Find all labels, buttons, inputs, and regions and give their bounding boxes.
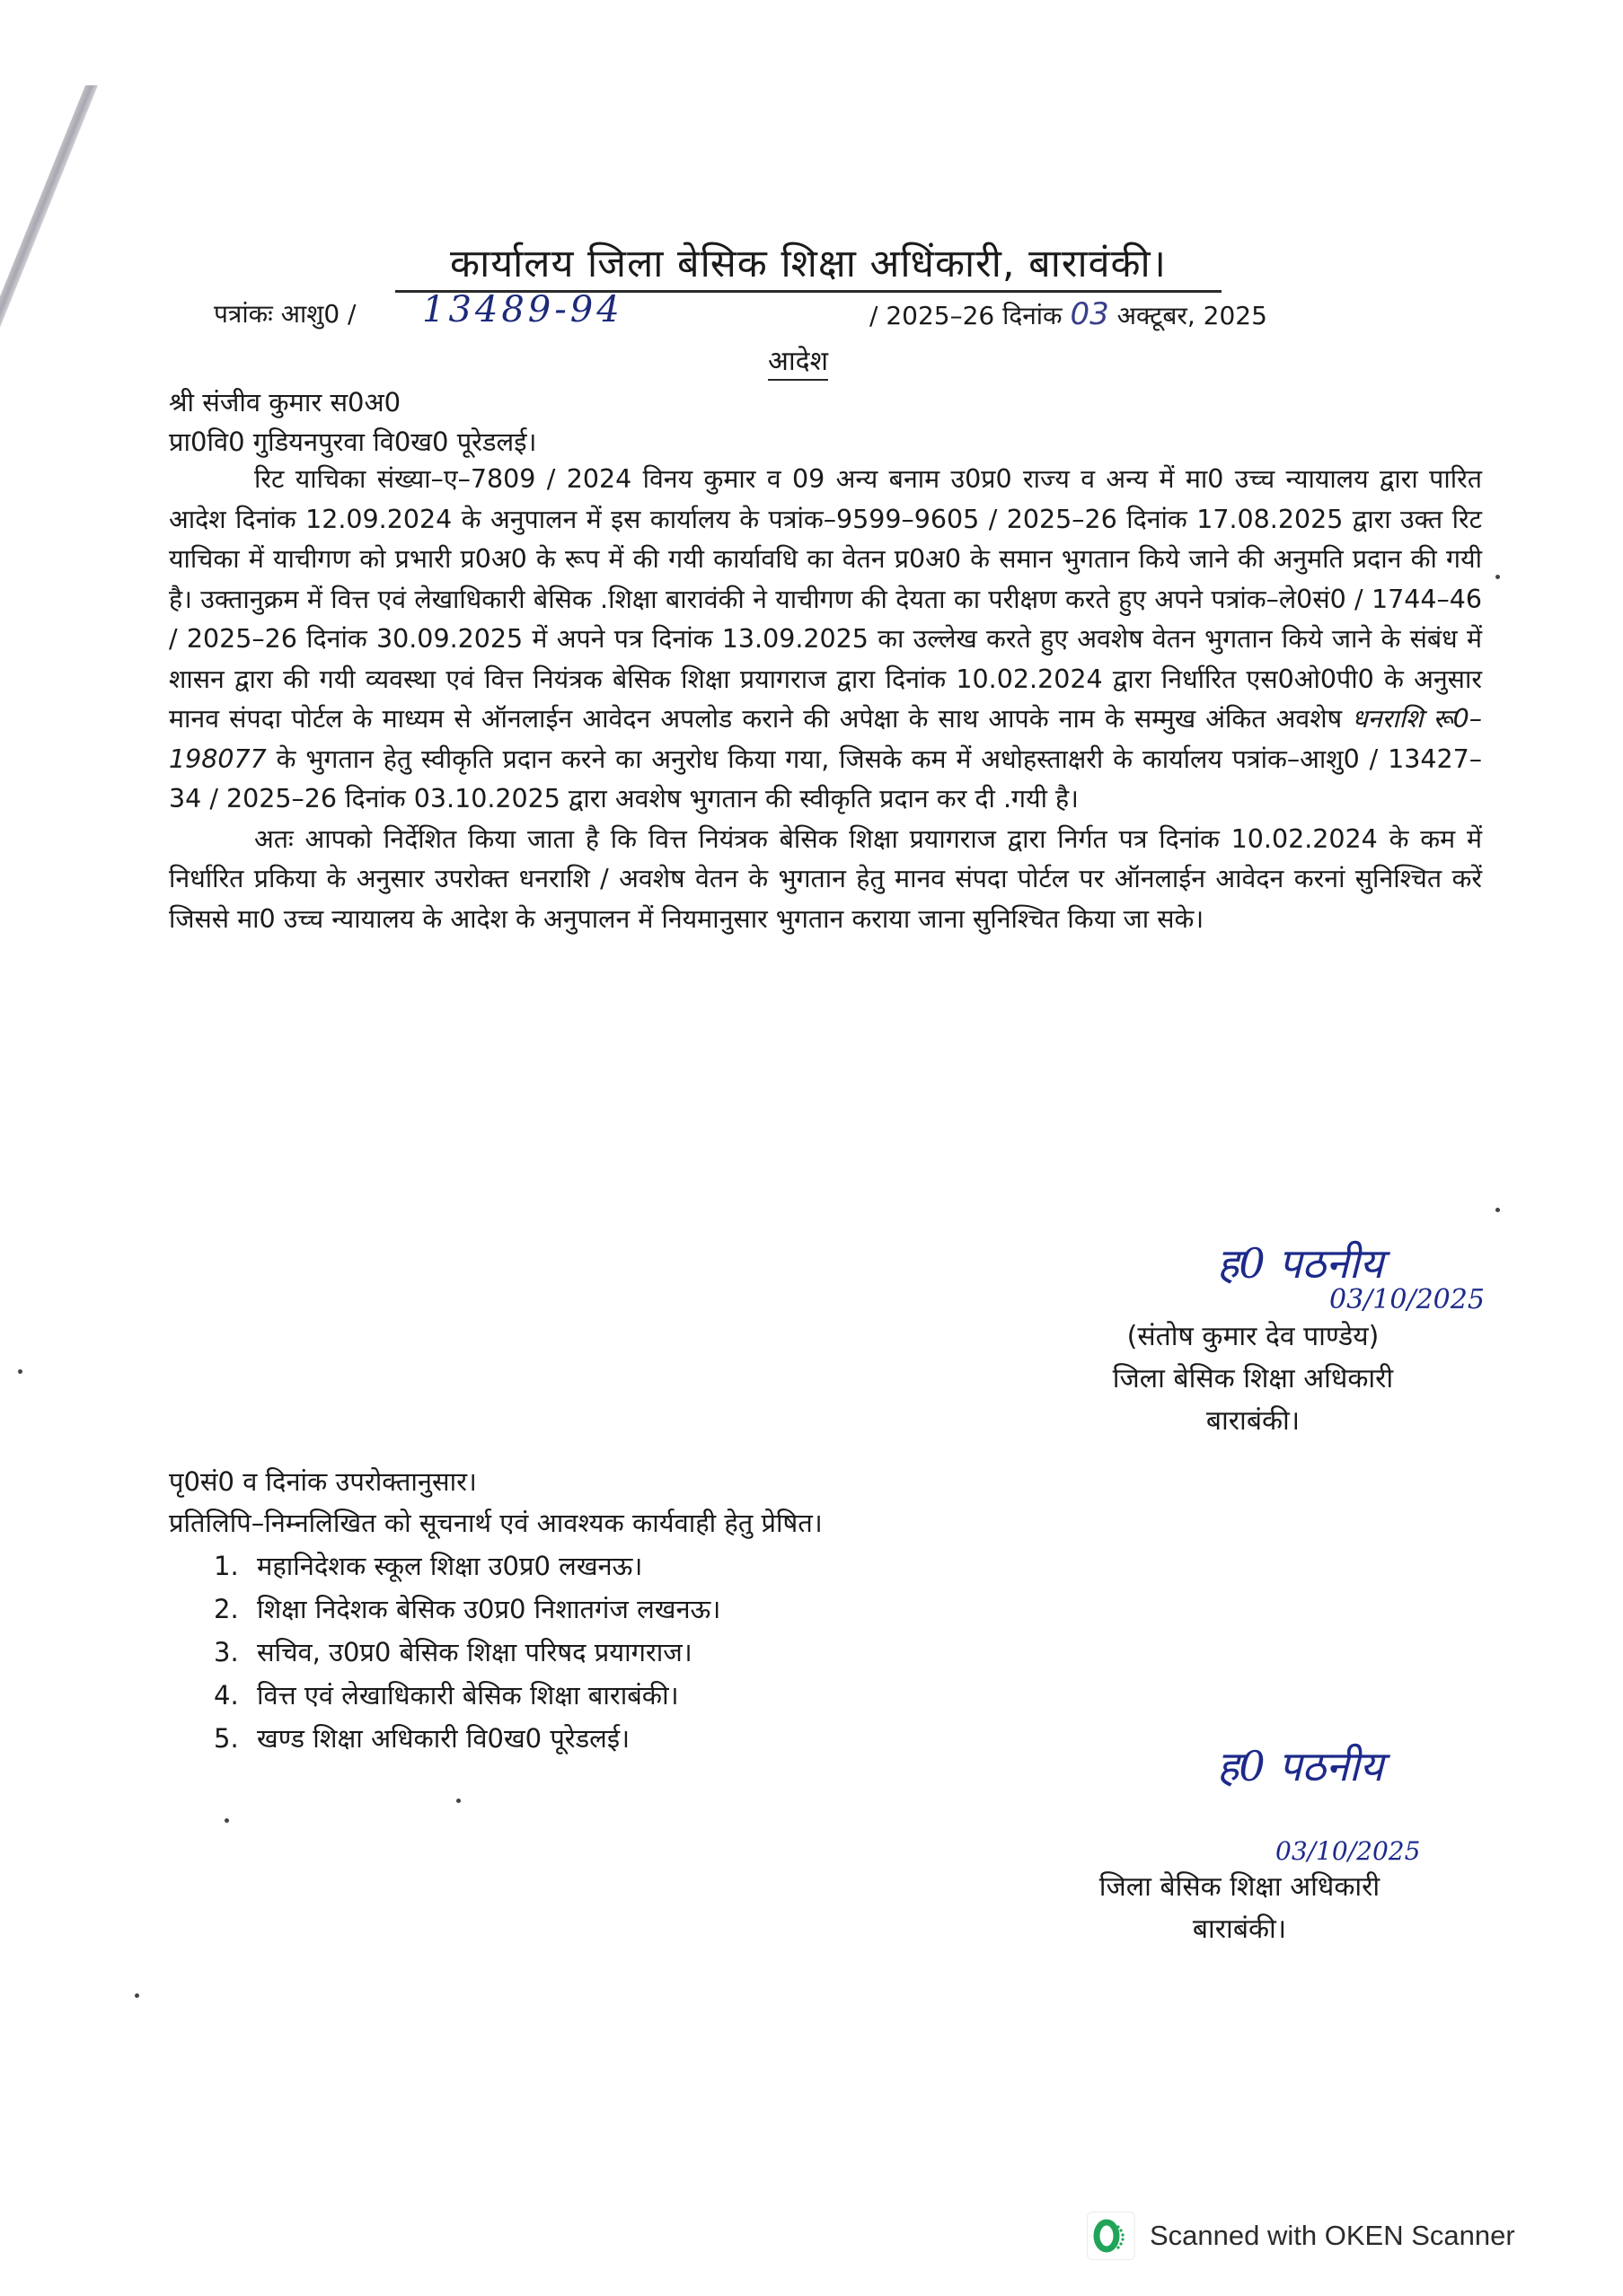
reference-line [214, 289, 1399, 343]
date-day-handwritten: 03 [1070, 296, 1109, 332]
cc-item: 2. शिक्षा निदेशक बेसिक उ0प्र0 निशातगंज लखनऊ। [214, 1594, 721, 1624]
scan-speckle [1495, 1208, 1500, 1212]
signature-2-date: 03/10/2025 [1275, 1836, 1421, 1866]
amount-due: धनराशि रू0–198077 [169, 704, 1483, 774]
paragraph-2: अतः आपको निर्देशित किया जाता है कि वित्त नियंत्रक बेसिक शिक्षा प्रयागराज द्वारा निर्गत पत्र दिनांक 10.02.2024 के कम में निर्धारित प्रकिया के अनुसार उपरोक्त धनराशि / अवशेष वेतन के भुगतान हेतु मानव संपदा पोर्टल पर ऑनलाईन आवेदन करनां सुनिश्चित करें जिससे मा0 उच्च न्यायालय के आदेश के अनुपालन में नियमानुसार भुगतान कराया जाना सुनिश्चित किया जा सके। [169, 823, 1482, 934]
officer-place-2: बाराबंकी। [1192, 1913, 1287, 1945]
office-heading: कार्यालय जिला बेसिक शिक्षा अधिंकारी, बारावंकी। [395, 235, 1222, 293]
paragraph-1 [169, 460, 1482, 820]
signature-1-date: 03/10/2025 [1329, 1284, 1485, 1315]
signature-block-2 [1028, 1866, 1451, 1950]
scan-speckle [1495, 575, 1500, 579]
ref-label: पत्रांकः आशु0 / [214, 299, 357, 329]
cc-intro: प्रतिलिपि–निम्नलिखित को सूचनार्थ एवं आवश्यक कार्यवाही हेतु प्रेषित। [169, 1508, 823, 1538]
cc-item: 1. महानिदेशक स्कूल शिक्षा उ0प्र0 लखनऊ। [214, 1551, 643, 1581]
cc-item: 5. खण्ड शिक्षा अधिकारी वि0ख0 पूरेडलई। [214, 1723, 631, 1754]
oken-logo-icon [1087, 2212, 1135, 2260]
scanner-text: Scanned with OKEN Scanner [1150, 2220, 1515, 2251]
officer-place: बाराबंकी। [1205, 1405, 1301, 1437]
addressee-name: श्री संजीव कुमार स0अ0 [169, 387, 401, 418]
scan-speckle [135, 1993, 139, 1998]
scan-edge-shadow [0, 85, 98, 552]
signature-2-scribble: ह0 पठनीय [1217, 1742, 1384, 1790]
scan-speckle [18, 1369, 22, 1374]
order-body [169, 460, 1482, 939]
scan-speckle [225, 1818, 229, 1823]
date-month-year: अक्टूबर, 2025 [1116, 301, 1267, 330]
officer-designation: जिला बेसिक शिक्षा अधिकारी [1112, 1363, 1394, 1394]
para1-text-b: के भुगतान हेतु स्वीकृति प्रदान करने का अनुरोध किया गया, जिसके कम में अधोहस्ताक्षरी के कार्यालय पत्रांक–आशु0 / 13427–34 / 2025–26 दिनांक 03.10.2025 द्वारा अवशेष भुगतान की स्वीकृति प्रदान कर दी .गयी है। [169, 743, 1482, 814]
ref-year-label: / 2025–26 दिनांक [869, 301, 1063, 330]
scanner-watermark [1087, 2213, 1515, 2258]
para1-text-a: रिट याचिका संख्या–ए–7809 / 2024 विनय कुमार व 09 अन्य बनाम उ0प्र0 राज्य व अन्य में मा0 उच्च न्यायालय द्वारा पारित आदेश दिनांक 12.09.2024 के अनुपालन में इस कार्यालय के पत्रांक–9599–9605 / 2025–26 दिनांक 17.08.2025 द्वारा उक्त रिट याचिका में याचीगण को प्रभारी प्र0अ0 के रूप में की गयी कार्यावधि का वेतन प्र0अ0 के समान भुगतान किये जाने की अनुमति प्रदान की गयी है। उक्तानुक्रम में वित्त एवं लेखाधिकारी बेसिक .शिक्षा बारावंकी ने याचीगण की देयता का परीक्षण करते हुए अपने पत्रांक–ले0सं0 / 1744–46 / 2025–26 दिनांक 30.09.2025 में अपने पत्र दिनांक 13.09.2025 का उल्लेख करते हुए अवशेष वेतन भुगतान किये जाने के संबंध में शासन द्वारा की गयी व्यवस्था एवं वित्त नियंत्रक बेसिक शिक्षा प्रयागराज द्वारा दिनांक 10.02.2024 द्वारा निर्धारित एस0ओ0पी0 के अनुसार मानव संपदा पोर्टल के माध्यम से ऑनलाईन आवेदन अपलोड कराने की अपेक्षा के साथ आपके नाम के सम्मुख अंकित अवशेष [169, 464, 1482, 734]
cc-list [214, 1544, 720, 1760]
ref-number-handwritten: 13489-94 [422, 289, 623, 330]
officer-name: (संतोष कुमार देव पाण्डेय) [1126, 1321, 1380, 1352]
copy-ref-line: पृ0सं0 व दिनांक उपरोक्तानुसार। [169, 1466, 477, 1497]
cc-item: 4. वित्त एवं लेखाधिकारी बेसिक शिक्षा बाराबंकी। [214, 1680, 679, 1711]
scan-speckle [456, 1799, 461, 1803]
signature-block-1 [1042, 1315, 1464, 1442]
officer-designation-2: जिला बेसिक शिक्षा अधिकारी [1098, 1871, 1380, 1903]
addressee-school: प्रा0वि0 गुडियनपुरवा वि0ख0 पूरेडलई। [169, 427, 537, 457]
ref-date [869, 296, 1267, 332]
cc-item: 3. सचिव, उ0प्र0 बेसिक शिक्षा परिषद प्रयागराज। [214, 1637, 692, 1667]
signature-1-scribble: ह0 पठनीय [1217, 1239, 1384, 1288]
order-title: आदेश [768, 341, 828, 381]
